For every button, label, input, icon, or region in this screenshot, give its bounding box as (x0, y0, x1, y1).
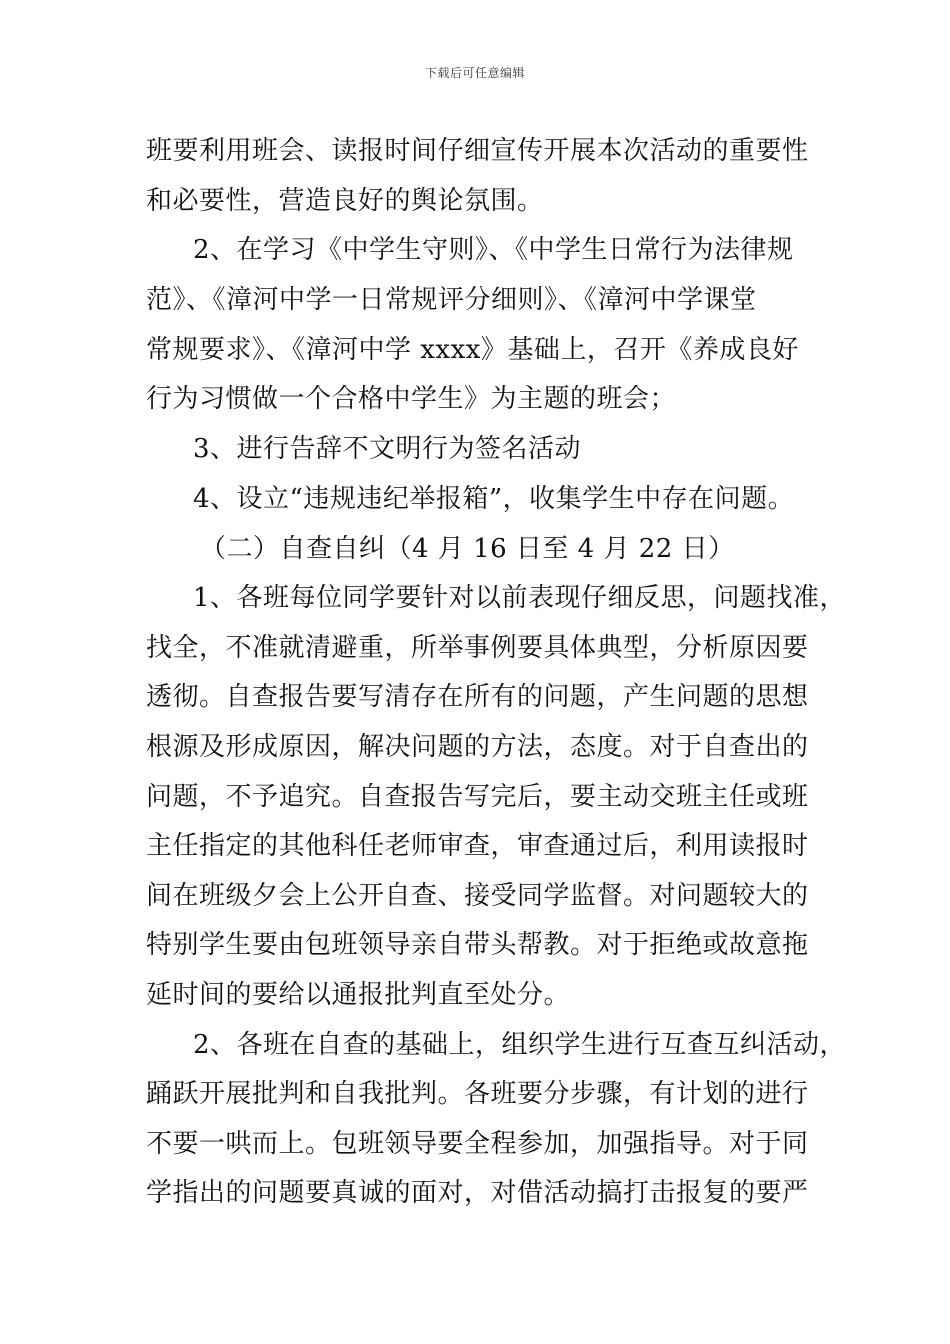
text-line: 2、各班在自查的基础上，组织学生进行互查互纠活动， (193, 1030, 847, 1060)
text-line: 班要利用班会、读报时间仔细宣传开展本次活动的重要性 (146, 136, 809, 166)
text-line: 2、在学习《中学生守则》、《中学生日常行为法律规 (193, 235, 794, 265)
text-line: 和必要性，营造良好的舆论氛围。 (146, 186, 544, 216)
text-line: 常规要求》、《漳河中学 xxxx》基础上，召开《养成良好 (146, 335, 799, 365)
text-line: 学指出的问题要真诚的面对，对借活动搞打击报复的要严 (146, 1178, 809, 1208)
text-line: 问题，不予追究。自查报告写完后，要主动交班主任或班 (146, 782, 809, 812)
text-line: 3、进行告辞不文明行为签名活动 (193, 434, 582, 464)
section-heading: （二）自查自纠（4 月 16 日至 4 月 22 日） (200, 534, 735, 564)
text-line: 1、各班每位同学要针对以前表现仔细反思，问题找准， (193, 583, 847, 613)
text-line: 间在班级夕会上公开自查、接受同学监督。对问题较大的 (146, 881, 809, 911)
text-line: 范》、《漳河中学一日常规评分细则》、《漳河中学课堂 (146, 285, 757, 315)
text-line: 找全，不准就清避重，所举事例要具体典型，分析原因要 (146, 633, 809, 663)
text-line: 4、设立“违规违纪举报箱”，收集学生中存在问题。 (193, 484, 795, 514)
text-line: 特别学生要由包班领导亲自带头帮教。对于拒绝或故意拖 (146, 930, 809, 960)
text-line: 行为习惯做一个合格中学生》为主题的班会； (146, 384, 677, 414)
text-line: 不要一哄而上。包班领导要全程参加，加强指导。对于同 (146, 1129, 809, 1159)
text-line: 延时间的要给以通报批判直至处分。 (146, 980, 571, 1010)
header-note: 下载后可任意编辑 (424, 66, 525, 80)
text-line: 根源及形成原因，解决问题的方法，态度。对于自查出的 (146, 732, 809, 762)
text-line: 踊跃开展批判和自我批判。各班要分步骤，有计划的进行 (146, 1079, 809, 1109)
text-line: 透彻。自查报告要写清存在所有的问题，产生问题的思想 (146, 682, 809, 712)
text-line: 主任指定的其他科任老师审查，审查通过后，利用读报时 (146, 831, 809, 861)
